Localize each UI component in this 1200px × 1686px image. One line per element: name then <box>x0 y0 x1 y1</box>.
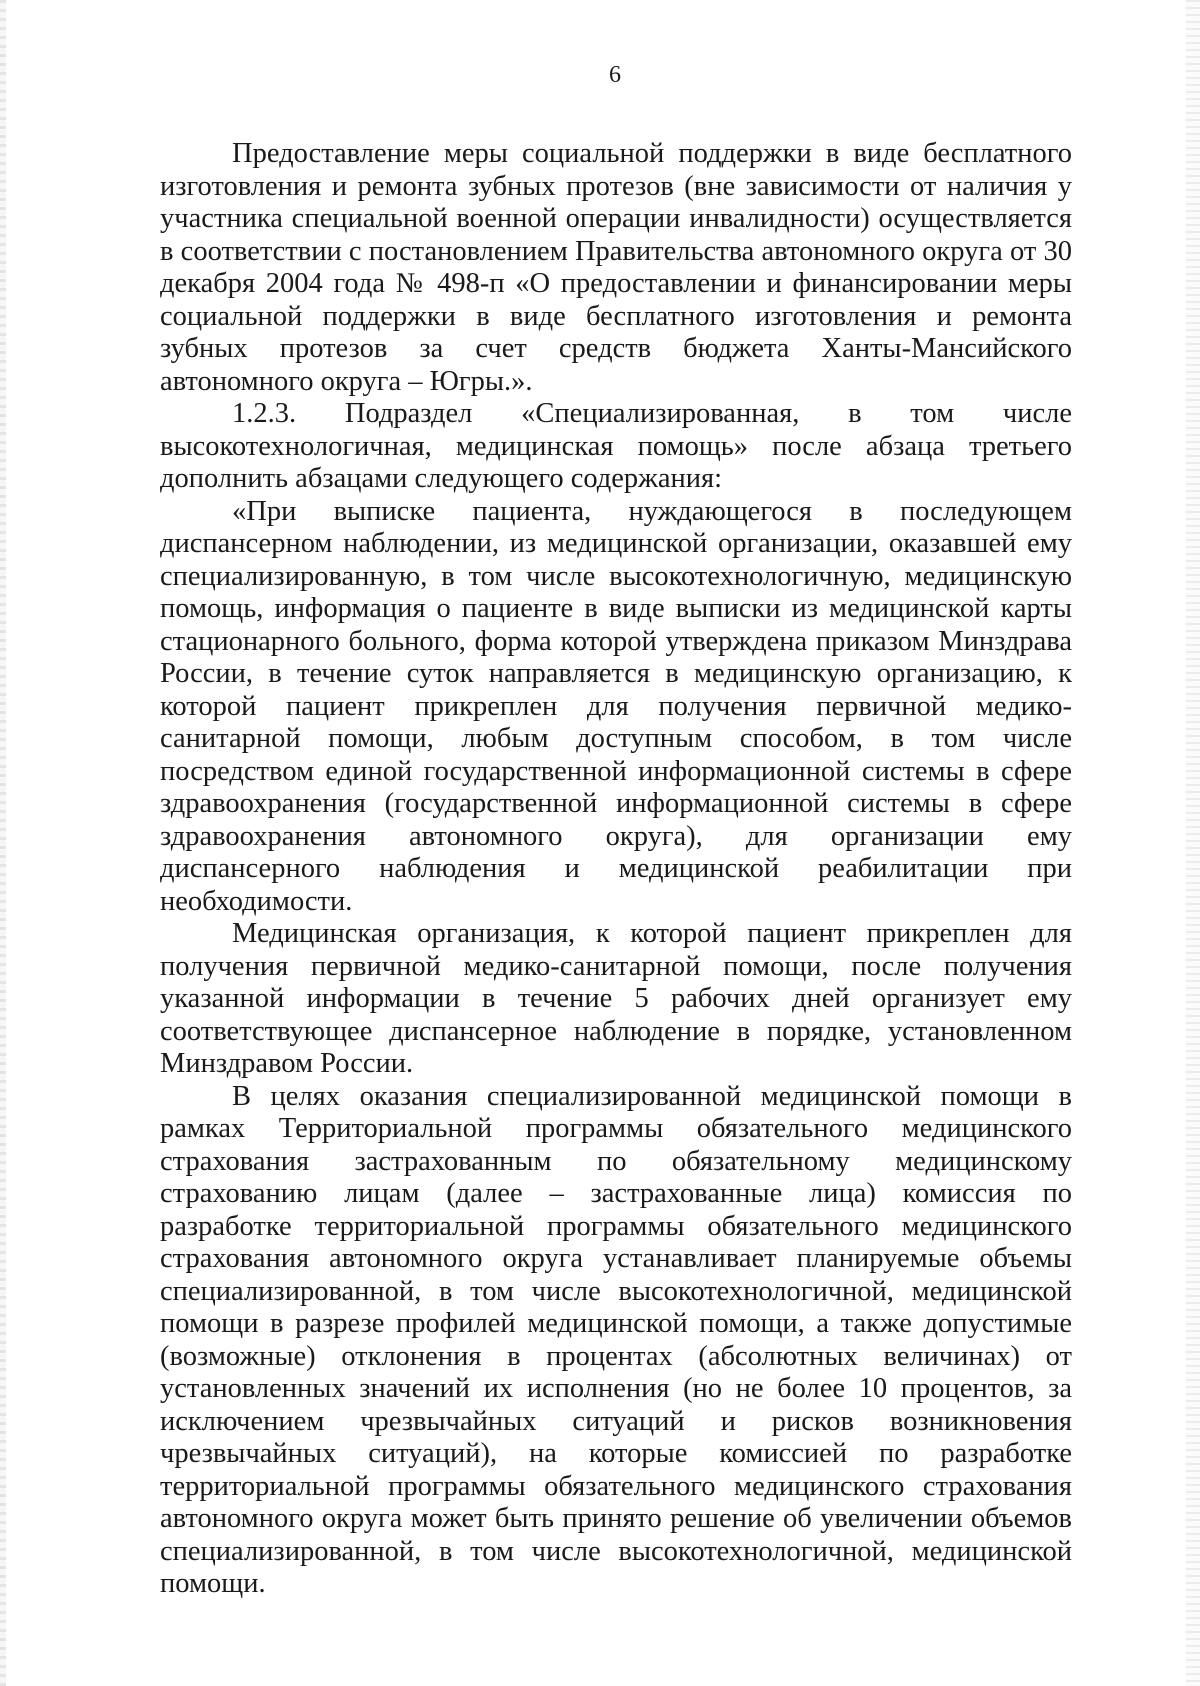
page-number: 6 <box>609 62 621 88</box>
scan-edge-right <box>1186 0 1200 1686</box>
scan-edge-left <box>0 0 6 1686</box>
paragraph-1-2-3: 1.2.3. Подраздел «Специализированная, в том числе высокотехнологичная, медицинская помощь» после абзаца третьего дополнить абзацами следующего содержания: <box>160 398 1072 494</box>
paragraph-specialized-care-volumes: В целях оказания специализированной медицинской помощи в рамках Территориальной программы обязательного медицинского страхования застрахованным по обязательному медицинскому страхованию лицам (далее – застрахованные лица) комиссия по разработке территориальной программы обязательного медицинского страхования автономного округа устанавливает планируемые объемы специализированной, в том числе высокотехнологичной, медицинской помощи в разрезе профилей медицинской помощи, а также допустимые (возможные) отклонения в процентах (абсолютных величинах) от установленных значений их исполнения (но не более 10 процентов, за исключением чрезвычайных ситуаций и рисков возникновения чрезвычайных ситуаций), на которые комиссией по разработке территориальной программы обязательного медицинского страхования автономного округа может быть принято решение об увеличении объемов специализированной, в том числе высокотехнологичной, медицинской помощи. <box>160 1080 1072 1599</box>
document-body <box>160 138 1072 1601</box>
paragraph-dispensary-observation: Медицинская организация, к которой пациент прикреплен для получения первичной медико-санитарной помощи, после получения указанной информации в течение 5 рабочих дней организует ему соответствующее диспансерное наблюдение в порядке, установленном Минздравом России. <box>160 918 1072 1079</box>
paragraph-discharge-info: «При выписке пациента, нуждающегося в последующем диспансерном наблюдении, из медицинской организации, оказавшей ему специализированную, в том числе высокотехнологичную, медицинскую помощь, информация о пациенте в виде выписки из медицинской карты стационарного больного, форма которой утверждена приказом Минздрава России, в течение суток направляется в медицинскую организацию, к которой пациент прикреплен для получения первичной медико-санитарной помощи, любым доступным способом, в том числе посредством единой государственной информационной системы в сфере здравоохранения (государственной информационной системы в сфере здравоохранения автономного округа), для организации ему диспансерного наблюдения и медицинской реабилитации при необходимости. <box>160 495 1072 917</box>
paragraph-dental-prosthetics: Предоставление меры социальной поддержки в виде бесплатного изготовления и ремонта зубных протезов (вне зависимости от наличия у участника специальной военной операции инвалидности) осуществляется в соответствии с постановлением Правительства автономного округа от 30 декабря 2004 года № 498-п «О предоставлении и финансировании меры социальной поддержки в виде бесплатного изготовления и ремонта зубных протезов за счет средств бюджета Ханты-Мансийского автономного округа – Югры.». <box>160 138 1072 397</box>
